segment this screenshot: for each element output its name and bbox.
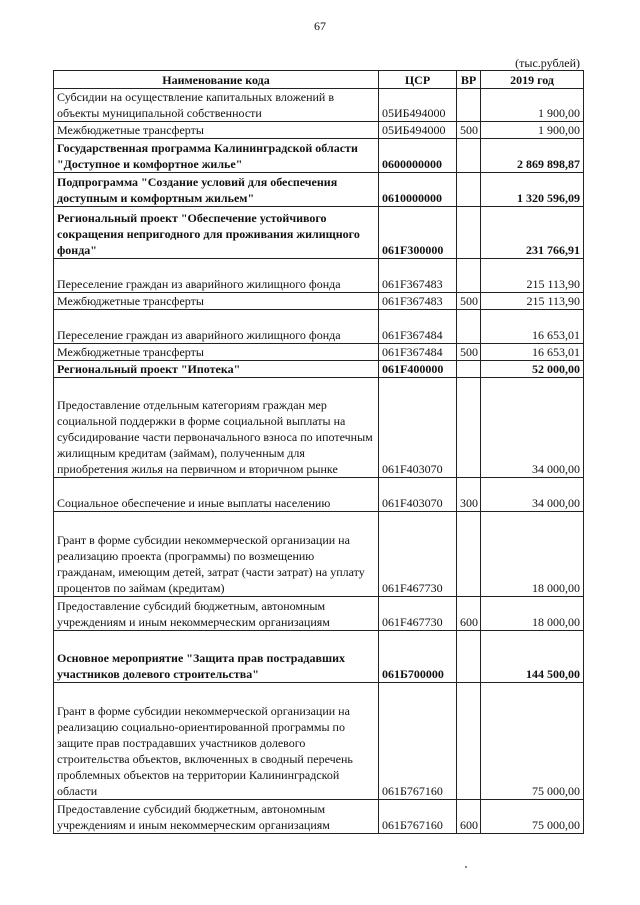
row-amount: 1 320 596,09 [481, 173, 584, 207]
row-amount: 1 900,00 [481, 89, 584, 122]
row-vr [457, 361, 481, 378]
table-row [54, 631, 584, 683]
row-name: Региональный проект "Ипотека" [54, 361, 379, 378]
row-vr: 500 [457, 344, 481, 361]
row-code: 061F367484 [379, 344, 457, 361]
row-code: 061F403070 [379, 378, 457, 478]
row-amount: 16 653,01 [481, 344, 584, 361]
row-vr: 600 [457, 597, 481, 631]
row-vr [457, 173, 481, 207]
row-name: Подпрограмма "Создание условий для обеспечения доступным и комфортным жильем" [54, 173, 379, 207]
table-row [54, 139, 584, 173]
row-code: 061F467730 [379, 597, 457, 631]
table-row [54, 597, 584, 631]
table-row [54, 478, 584, 512]
table-row [54, 293, 584, 310]
row-vr: 500 [457, 293, 481, 310]
header-year: 2019 год [481, 71, 584, 89]
row-name: Грант в форме субсидии некоммерческой организации на реализацию проекта (программы) по возмещению гражданам, имеющим детей, затрат (части затрат) на уплату процентов по займам (кредитам) [54, 512, 379, 597]
row-code: 05ИБ494000 [379, 122, 457, 139]
row-amount: 16 653,01 [481, 310, 584, 344]
row-name: Межбюджетные трансферты [54, 122, 379, 139]
row-vr [457, 139, 481, 173]
row-name: Переселение граждан из аварийного жилищного фонда [54, 310, 379, 344]
header-row [54, 71, 584, 89]
row-amount: 75 000,00 [481, 683, 584, 800]
row-code: 061Б767160 [379, 683, 457, 800]
table-row [54, 89, 584, 122]
row-amount: 215 113,90 [481, 293, 584, 310]
table-row [54, 259, 584, 293]
table-row [54, 800, 584, 834]
row-code: 061F400000 [379, 361, 457, 378]
row-amount: 18 000,00 [481, 512, 584, 597]
row-amount: 75 000,00 [481, 800, 584, 834]
row-vr: 500 [457, 122, 481, 139]
units-label: (тыс.рублей) [515, 56, 580, 70]
row-name: Государственная программа Калининградской области "Доступное и комфортное жилье" [54, 139, 379, 173]
row-amount: 34 000,00 [481, 378, 584, 478]
row-name: Переселение граждан из аварийного жилищного фонда [54, 259, 379, 293]
row-name: Основное мероприятие "Защита прав пострадавших участников долевого строительства" [54, 631, 379, 683]
row-vr [457, 259, 481, 293]
row-amount: 52 000,00 [481, 361, 584, 378]
row-name: Субсидии на осуществление капитальных вложений в объекты муниципальной собственности [54, 89, 379, 122]
row-name: Межбюджетные трансферты [54, 344, 379, 361]
row-amount: 18 000,00 [481, 597, 584, 631]
row-code: 061F467730 [379, 512, 457, 597]
row-code: 061F300000 [379, 207, 457, 259]
budget-table [53, 70, 584, 834]
table-row [54, 378, 584, 478]
table-row [54, 122, 584, 139]
row-vr [457, 631, 481, 683]
row-vr [457, 683, 481, 800]
row-code: 061F367484 [379, 310, 457, 344]
table-row [54, 512, 584, 597]
table-row [54, 207, 584, 259]
row-amount: 34 000,00 [481, 478, 584, 512]
row-vr: 600 [457, 800, 481, 834]
page-number: 67 [314, 19, 326, 33]
row-code: 061F367483 [379, 293, 457, 310]
header-name: Наименование кода [54, 71, 379, 89]
row-code: 061Б700000 [379, 631, 457, 683]
row-code: 0600000000 [379, 139, 457, 173]
table-row [54, 683, 584, 800]
row-name: Социальное обеспечение и иные выплаты населению [54, 478, 379, 512]
row-amount: 231 766,91 [481, 207, 584, 259]
row-name: Межбюджетные трансферты [54, 293, 379, 310]
table-row [54, 344, 584, 361]
row-code: 0610000000 [379, 173, 457, 207]
header-code: ЦСР [379, 71, 457, 89]
header-vr: ВР [457, 71, 481, 89]
row-name: Предоставление отдельным категориям граждан мер социальной поддержки в форме социальной выплаты на субсидирование части первоначального взноса по ипотечным жилищным кредитам (займам), полученным для приобретения жилья на первичном и вторичном рынке [54, 378, 379, 478]
row-code: 061Б767160 [379, 800, 457, 834]
row-vr [457, 512, 481, 597]
table-row [54, 361, 584, 378]
row-amount: 1 900,00 [481, 122, 584, 139]
row-vr [457, 89, 481, 122]
table-row [54, 173, 584, 207]
row-name: Предоставление субсидий бюджетным, автономным учреждениям и иным некоммерческим организациям [54, 800, 379, 834]
row-name: Грант в форме субсидии некоммерческой организации на реализацию социально-ориентированной программы по защите прав пострадавших участников долевого строительства объектов, включенных в сводный перечень проблемных объектов на территории Калининградской области [54, 683, 379, 800]
row-amount: 144 500,00 [481, 631, 584, 683]
row-vr [457, 207, 481, 259]
row-amount: 215 113,90 [481, 259, 584, 293]
row-vr: 300 [457, 478, 481, 512]
row-vr [457, 378, 481, 478]
row-code: 061F403070 [379, 478, 457, 512]
row-name: Региональный проект "Обеспечение устойчивого сокращения непригодного для проживания жилищного фонда" [54, 207, 379, 259]
row-code: 05ИБ494000 [379, 89, 457, 122]
table-row [54, 310, 584, 344]
scan-mark [465, 866, 467, 868]
row-code: 061F367483 [379, 259, 457, 293]
row-amount: 2 869 898,87 [481, 139, 584, 173]
row-name: Предоставление субсидий бюджетным, автономным учреждениям и иным некоммерческим организациям [54, 597, 379, 631]
row-vr [457, 310, 481, 344]
